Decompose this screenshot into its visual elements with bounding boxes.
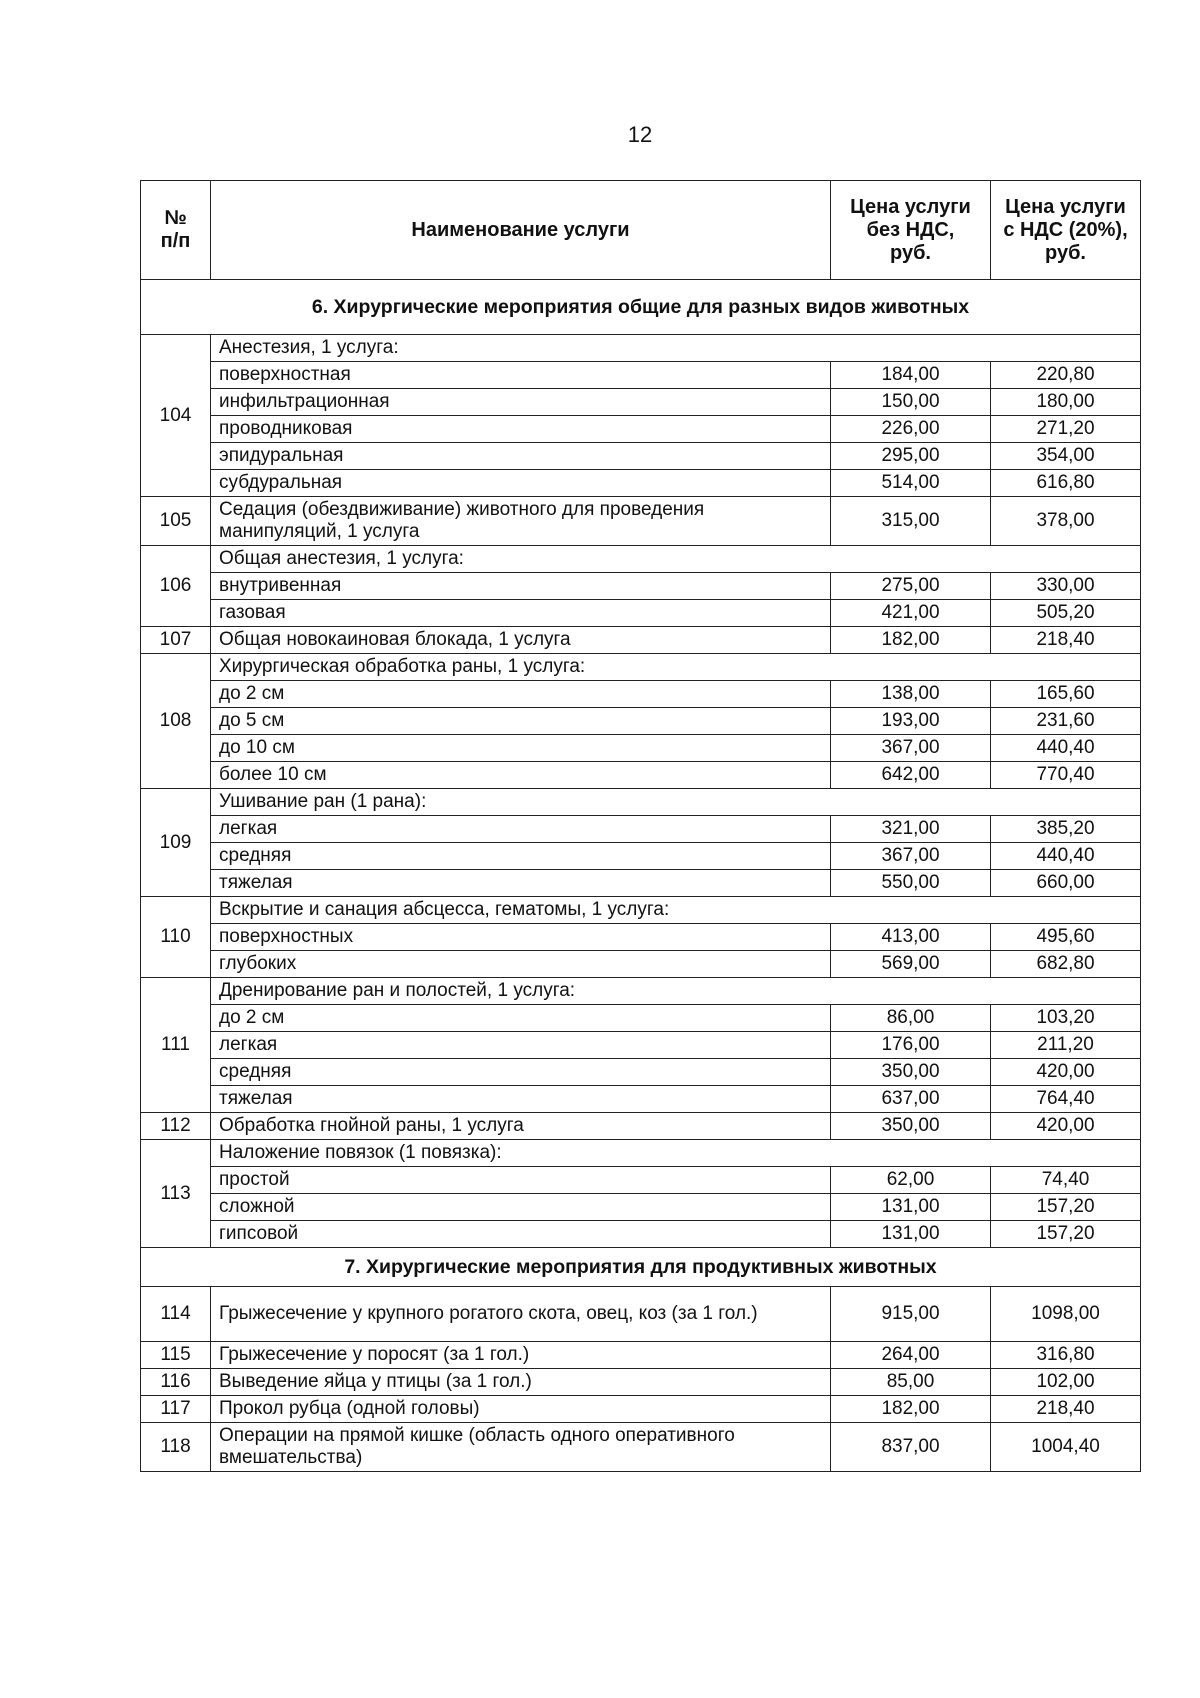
price-vat: 157,20 [991, 1194, 1141, 1221]
table-row [141, 1113, 1141, 1140]
table-row [141, 1086, 1141, 1113]
service-name: гипсовой [211, 1221, 831, 1248]
table-row [141, 416, 1141, 443]
table-row [141, 335, 1141, 362]
service-name: легкая [211, 816, 831, 843]
price-no-vat: 837,00 [831, 1423, 991, 1472]
table-row [141, 1221, 1141, 1248]
price-table [140, 180, 1141, 1472]
table-row [141, 735, 1141, 762]
page-number: 12 [627, 122, 653, 147]
table-row [141, 708, 1141, 735]
price-no-vat: 367,00 [831, 843, 991, 870]
service-name: до 2 см [211, 1005, 831, 1032]
price-vat: 165,60 [991, 681, 1141, 708]
price-no-vat: 182,00 [831, 1396, 991, 1423]
table-row [141, 389, 1141, 416]
row-number: 113 [141, 1140, 211, 1248]
price-no-vat: 275,00 [831, 573, 991, 600]
price-vat: 660,00 [991, 870, 1141, 897]
section-title: 6. Хирургические мероприятия общие для разных видов животных [141, 280, 1141, 335]
table-row [141, 1167, 1141, 1194]
service-name: Обработка гнойной раны, 1 услуга [211, 1113, 831, 1140]
table-row [141, 654, 1141, 681]
service-name: поверхностных [211, 924, 831, 951]
table-row [141, 1396, 1141, 1423]
table-row [141, 870, 1141, 897]
table-row [141, 627, 1141, 654]
row-number: 111 [141, 978, 211, 1113]
service-name: средняя [211, 843, 831, 870]
table-row [141, 1369, 1141, 1396]
table-row [141, 681, 1141, 708]
price-no-vat: 637,00 [831, 1086, 991, 1113]
service-name: легкая [211, 1032, 831, 1059]
table-row [141, 362, 1141, 389]
group-label: Хирургическая обработка раны, 1 услуга: [211, 654, 1141, 681]
header-num: № п/п [141, 181, 211, 280]
service-name: средняя [211, 1059, 831, 1086]
price-vat: 220,80 [991, 362, 1141, 389]
service-name: проводниковая [211, 416, 831, 443]
row-number: 118 [141, 1423, 211, 1472]
price-vat: 616,80 [991, 470, 1141, 497]
service-name: более 10 см [211, 762, 831, 789]
table-row [141, 546, 1141, 573]
price-no-vat: 514,00 [831, 470, 991, 497]
price-vat: 764,40 [991, 1086, 1141, 1113]
table-row [141, 843, 1141, 870]
row-number: 109 [141, 789, 211, 897]
table-row [141, 470, 1141, 497]
table-row [141, 1059, 1141, 1086]
price-no-vat: 550,00 [831, 870, 991, 897]
price-no-vat: 367,00 [831, 735, 991, 762]
service-name: инфильтрационная [211, 389, 831, 416]
price-vat: 103,20 [991, 1005, 1141, 1032]
service-name: тяжелая [211, 1086, 831, 1113]
section-heading [141, 280, 1141, 335]
table-row [141, 497, 1141, 546]
table-row [141, 1194, 1141, 1221]
price-vat: 440,40 [991, 735, 1141, 762]
table-row [141, 762, 1141, 789]
service-name: Операции на прямой кишке (область одного оперативного вмешательства) [211, 1423, 831, 1472]
price-no-vat: 131,00 [831, 1194, 991, 1221]
price-no-vat: 86,00 [831, 1005, 991, 1032]
row-number: 107 [141, 627, 211, 654]
price-vat: 102,00 [991, 1369, 1141, 1396]
price-no-vat: 176,00 [831, 1032, 991, 1059]
row-number: 106 [141, 546, 211, 627]
price-no-vat: 85,00 [831, 1369, 991, 1396]
price-vat: 180,00 [991, 389, 1141, 416]
price-vat: 218,40 [991, 627, 1141, 654]
service-name: Выведение яйца у птицы (за 1 гол.) [211, 1369, 831, 1396]
row-number: 104 [141, 335, 211, 497]
price-vat: 770,40 [991, 762, 1141, 789]
price-no-vat: 315,00 [831, 497, 991, 546]
service-name: эпидуральная [211, 443, 831, 470]
price-no-vat: 569,00 [831, 951, 991, 978]
table-row [141, 951, 1141, 978]
section-heading [141, 1248, 1141, 1287]
price-vat: 505,20 [991, 600, 1141, 627]
table-row [141, 1140, 1141, 1167]
service-name: до 10 см [211, 735, 831, 762]
price-vat: 1004,40 [991, 1423, 1141, 1472]
price-vat: 157,20 [991, 1221, 1141, 1248]
price-no-vat: 226,00 [831, 416, 991, 443]
row-number: 108 [141, 654, 211, 789]
price-no-vat: 642,00 [831, 762, 991, 789]
header-price-vat: Цена услуги с НДС (20%), руб. [991, 181, 1141, 280]
price-vat: 231,60 [991, 708, 1141, 735]
price-no-vat: 915,00 [831, 1287, 991, 1342]
row-number: 115 [141, 1342, 211, 1369]
price-no-vat: 295,00 [831, 443, 991, 470]
service-name: газовая [211, 600, 831, 627]
price-vat: 420,00 [991, 1113, 1141, 1140]
row-number: 117 [141, 1396, 211, 1423]
table-row [141, 1287, 1141, 1342]
group-label: Вскрытие и санация абсцесса, гематомы, 1 услуга: [211, 897, 1141, 924]
group-label: Ушивание ран (1 рана): [211, 789, 1141, 816]
price-vat: 211,20 [991, 1032, 1141, 1059]
service-name: поверхностная [211, 362, 831, 389]
header-price-no-vat: Цена услуги без НДС, руб. [831, 181, 991, 280]
table-row [141, 1423, 1141, 1472]
price-no-vat: 193,00 [831, 708, 991, 735]
table-row [141, 1005, 1141, 1032]
table-row [141, 978, 1141, 1005]
price-no-vat: 350,00 [831, 1113, 991, 1140]
service-name: Седация (обездвиживание) животного для проведения манипуляций, 1 услуга [211, 497, 831, 546]
service-name: Общая новокаиновая блокада, 1 услуга [211, 627, 831, 654]
table-row [141, 924, 1141, 951]
table-row [141, 816, 1141, 843]
price-no-vat: 184,00 [831, 362, 991, 389]
service-name: Грыжесечение у крупного рогатого скота, овец, коз (за 1 гол.) [211, 1287, 831, 1342]
price-no-vat: 413,00 [831, 924, 991, 951]
table-row [141, 1032, 1141, 1059]
header-name: Наименование услуги [211, 181, 831, 280]
price-vat: 271,20 [991, 416, 1141, 443]
group-label: Дренирование ран и полостей, 1 услуга: [211, 978, 1141, 1005]
price-no-vat: 138,00 [831, 681, 991, 708]
service-name: субдуральная [211, 470, 831, 497]
price-vat: 682,80 [991, 951, 1141, 978]
price-no-vat: 264,00 [831, 1342, 991, 1369]
section-title: 7. Хирургические мероприятия для продуктивных животных [141, 1248, 1141, 1287]
service-name: Грыжесечение у поросят (за 1 гол.) [211, 1342, 831, 1369]
row-number: 116 [141, 1369, 211, 1396]
price-vat: 74,40 [991, 1167, 1141, 1194]
service-name: до 5 см [211, 708, 831, 735]
price-vat: 316,80 [991, 1342, 1141, 1369]
price-no-vat: 182,00 [831, 627, 991, 654]
price-vat: 385,20 [991, 816, 1141, 843]
price-vat: 1098,00 [991, 1287, 1141, 1342]
service-name: внутривенная [211, 573, 831, 600]
price-vat: 420,00 [991, 1059, 1141, 1086]
table-header-row [141, 181, 1141, 280]
service-name: до 2 см [211, 681, 831, 708]
price-vat: 440,40 [991, 843, 1141, 870]
price-no-vat: 321,00 [831, 816, 991, 843]
table-row [141, 897, 1141, 924]
service-name: сложной [211, 1194, 831, 1221]
price-vat: 354,00 [991, 443, 1141, 470]
service-name: Прокол рубца (одной головы) [211, 1396, 831, 1423]
price-no-vat: 421,00 [831, 600, 991, 627]
table-row [141, 789, 1141, 816]
service-name: тяжелая [211, 870, 831, 897]
service-name: простой [211, 1167, 831, 1194]
row-number: 105 [141, 497, 211, 546]
price-no-vat: 131,00 [831, 1221, 991, 1248]
price-vat: 495,60 [991, 924, 1141, 951]
row-number: 110 [141, 897, 211, 978]
price-no-vat: 150,00 [831, 389, 991, 416]
table-row [141, 600, 1141, 627]
price-vat: 218,40 [991, 1396, 1141, 1423]
group-label: Наложение повязок (1 повязка): [211, 1140, 1141, 1167]
row-number: 112 [141, 1113, 211, 1140]
row-number: 114 [141, 1287, 211, 1342]
price-no-vat: 62,00 [831, 1167, 991, 1194]
table-row [141, 443, 1141, 470]
table-row [141, 573, 1141, 600]
group-label: Общая анестезия, 1 услуга: [211, 546, 1141, 573]
price-vat: 378,00 [991, 497, 1141, 546]
price-no-vat: 350,00 [831, 1059, 991, 1086]
table-row [141, 1342, 1141, 1369]
group-label: Анестезия, 1 услуга: [211, 335, 1141, 362]
price-vat: 330,00 [991, 573, 1141, 600]
service-name: глубоких [211, 951, 831, 978]
